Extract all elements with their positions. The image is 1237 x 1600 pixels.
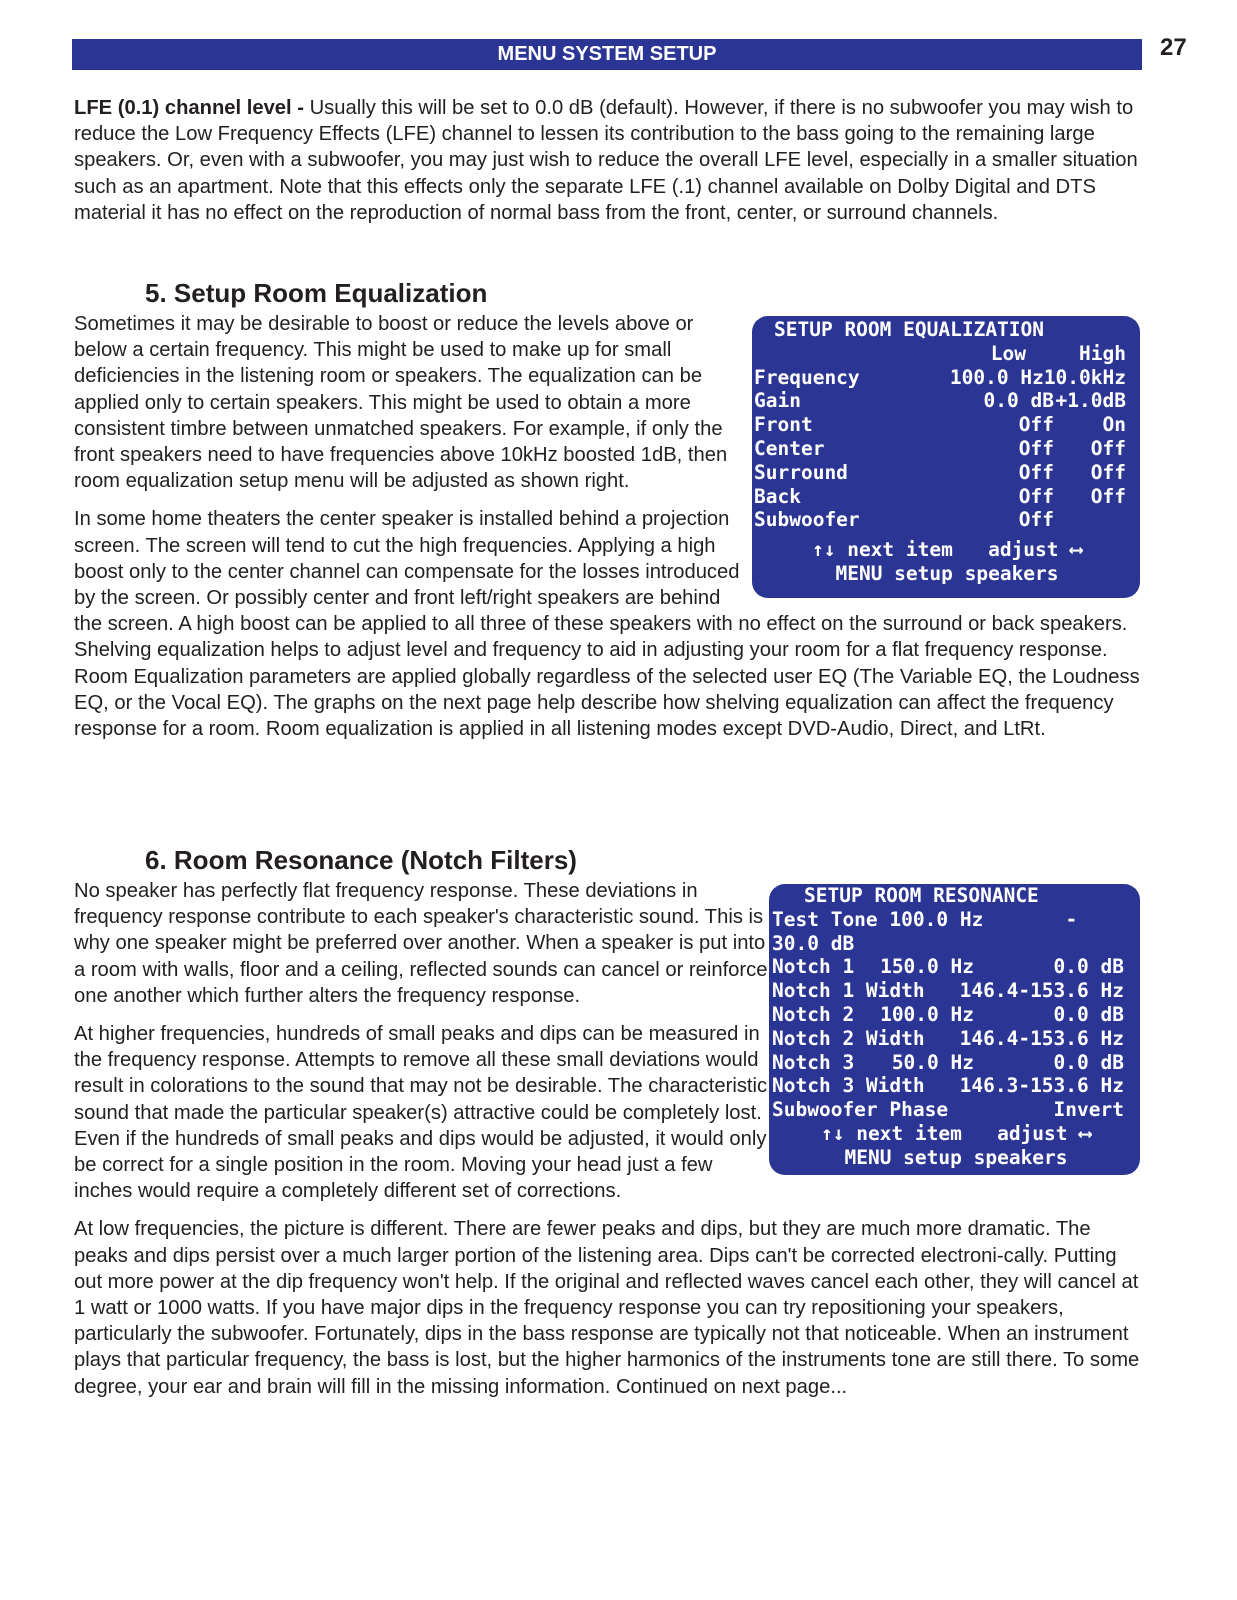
room-resonance-row-value: 50.0 Hz: [891, 1050, 974, 1074]
room-resonance-row-label: Notch 1: [772, 955, 855, 979]
room-eq-row-label: Back: [754, 484, 801, 508]
room-resonance-row-right: 146.4-153.6 Hz: [959, 1026, 1124, 1050]
room-eq-row-label: Center: [754, 436, 825, 460]
section6-para2: At higher frequencies, hundreds of small peaks and dips can be measured in the frequency response. Attempts to remove all these small deviations would result in colorations to the sound that may not be desirable. The characteristic sound that made the particular speaker(s) attractive could be completely lost. Even if the hundreds of small peaks and dips would be adjusted, it would only be correct for a single position in the room. Moving your head just a few inches would require a completely different set of corrections.: [74, 1023, 768, 1203]
room-eq-osd-title: SETUP ROOM EQUALIZATION: [774, 318, 1045, 341]
room-eq-row-label: Frequency: [754, 365, 860, 389]
section-header-title: MENU SYSTEM SETUP: [497, 43, 717, 65]
room-resonance-test-tone: Test Tone 100.0 Hz -: [772, 907, 1078, 931]
section6-para3: At low frequencies, the picture is different. There are fewer peaks and dips, but they are much more dramatic. The peaks and dips persist over a much larger portion of the listening area. Dips can't be corrected electroni-cally. Putting out more power at the dip frequency won't help. If the original and reflected waves cancel each other, they will cancel at 1 watt or 1000 watts. If you have major dips in the frequency response you can try repositioning your speakers, particularly the subwoofer. Fortunately, dips in the bass response are typically not that noticeable. When an instrument plays that particular frequency, the bass is lost, but the higher harmonics of the instruments tone are still there. To some degree, your ear and brain will fill in the missing information. Continued on next page...: [74, 1218, 1140, 1398]
lfe-text: Usually this will be set to 0.0 dB (default). However, if there is no subwoofer you may wish to reduce the Low Frequency Effects (LFE) channel to lessen its contribution to the bass going to the remaining large speakers. Or, even with a subwoofer, you may just wish to reduce the overall LFE level, especially in a smaller situation such as an apartment. Note that this effects only the separate LFE (.1) channel available on Dolby Digital and DTS material it has no effect on the reproduction of normal bass from the front, center, or surround channels.: [74, 97, 1138, 224]
room-resonance-row-value: 100.0 Hz: [880, 1002, 974, 1026]
room-resonance-osd-row: [772, 955, 1140, 979]
room-resonance-row-right: 146.3-153.6 Hz: [959, 1074, 1124, 1098]
room-eq-osd-panel: [752, 316, 1140, 598]
room-eq-row-high: Off: [1090, 484, 1126, 508]
room-resonance-osd-menu: MENU setup speakers: [844, 1145, 1068, 1169]
room-eq-osd-row: [754, 508, 1140, 532]
room-resonance-osd-row: [772, 1098, 1140, 1122]
page-number: 27: [1160, 34, 1187, 61]
room-eq-row-low: Off: [1018, 436, 1054, 460]
room-eq-row-low: Off: [1018, 508, 1054, 532]
room-eq-osd-row: [754, 366, 1140, 390]
room-resonance-row-label: Notch 2: [772, 1002, 855, 1026]
section6-para1: No speaker has perfectly flat frequency response. These deviations in frequency response contribute to each speaker's characteristic sound. This is why one speaker might be preferred over another. When a speaker is put into a room with walls, floor and a ceiling, reflected sounds can cancel or reinforce one another which further alters the frequency response.: [74, 880, 768, 1007]
room-resonance-row-right: 0.0 dB: [1053, 1002, 1124, 1026]
room-eq-col-high: High: [1079, 341, 1126, 365]
room-resonance-row-label: Notch 2 Width: [772, 1026, 925, 1050]
room-resonance-row-label: Notch 3: [772, 1050, 855, 1074]
room-eq-osd-row: [754, 413, 1140, 437]
section5-para2: In some home theaters the center speaker is installed behind a projection screen. The screen will tend to cut the high frequencies. Applying a high boost only to the center channel can compensate for the losses introduced by the screen. Or possibly center and front left/right speakers are behind the screen. A high boost can be applied to all three of these speakers with no effect on the surround or back speakers. Shelving equalization helps to adjust level and frequency to aid in adjusting your room for a flat frequency response. Room Equalization parameters are applied globally regardless of the selected user EQ (The Variable EQ, the Loudness EQ, or the Vocal EQ). The graphs on the next page help describe how shelving equalization can affect the frequency response for a room. Room equalization is applied in all listening modes except DVD-Audio, Direct, and LtRt.: [74, 508, 1140, 741]
room-resonance-row-right: 0.0 dB: [1053, 955, 1124, 979]
room-resonance-osd-row: [772, 1051, 1140, 1075]
room-eq-row-label: Gain: [754, 389, 801, 413]
section5-heading: 5. Setup Room Equalization: [145, 278, 488, 308]
room-eq-osd-row: [754, 461, 1140, 485]
section-header-bar: [72, 39, 1142, 70]
room-resonance-row-value: 150.0 Hz: [880, 955, 974, 979]
room-resonance-osd-nav: ↑↓ next item adjust ⟷: [820, 1121, 1092, 1145]
room-resonance-row-label: Notch 1 Width: [772, 979, 925, 1003]
room-resonance-row-right: 146.4-153.6 Hz: [959, 979, 1124, 1003]
room-resonance-osd-title: SETUP ROOM RESONANCE: [804, 884, 1039, 907]
room-eq-row-high: On: [1102, 413, 1126, 437]
room-resonance-osd-row: [772, 1003, 1140, 1027]
room-eq-osd-row: [754, 485, 1140, 509]
room-resonance-osd-row: [772, 1074, 1140, 1098]
room-eq-row-label: Surround: [754, 460, 848, 484]
room-resonance-row-label: Notch 3 Width: [772, 1074, 925, 1098]
section5-para1: Sometimes it may be desirable to boost or reduce the levels above or below a certain frequency. This might be used to make up for small deficiencies in the listening room or speakers. The equalization can be applied only to certain speakers. This might be used to obtain a more consistent timbre between unmatched speakers. For example, if only the front speakers need to have frequencies above 10kHz boosted 1dB, then room equalization setup menu will be adjusted as shown right.: [74, 313, 728, 493]
room-eq-osd-menu: MENU setup speakers: [835, 561, 1059, 585]
room-eq-row-low: 0.0 dB: [983, 389, 1054, 413]
room-resonance-osd-row: [772, 1027, 1140, 1051]
room-resonance-osd-panel: [769, 884, 1140, 1175]
room-resonance-row-right: Invert: [1053, 1098, 1124, 1122]
room-resonance-test-tone-level: 30.0 dB: [772, 931, 855, 955]
room-eq-osd-colheaders: [754, 342, 1140, 366]
room-eq-row-high: +1.0dB: [1055, 389, 1126, 413]
room-eq-row-high: 10.0kHz: [1043, 365, 1126, 389]
room-resonance-row-right: 0.0 dB: [1053, 1050, 1124, 1074]
lfe-lead: LFE (0.1) channel level -: [74, 97, 304, 119]
room-eq-osd-row: [754, 389, 1140, 413]
section6-heading: 6. Room Resonance (Notch Filters): [145, 845, 577, 875]
room-eq-col-low: Low: [990, 341, 1026, 365]
room-eq-row-label: Subwoofer: [754, 508, 860, 532]
room-eq-row-low: Off: [1018, 484, 1054, 508]
room-eq-osd-nav: ↑↓ next item adjust ⟷: [811, 538, 1083, 562]
room-resonance-row-label: Subwoofer Phase: [772, 1098, 949, 1122]
room-resonance-osd-row: [772, 979, 1140, 1003]
lfe-paragraph: [74, 95, 1140, 226]
room-eq-row-low: 100.0 Hz: [949, 365, 1044, 389]
room-eq-row-low: Off: [1018, 460, 1054, 484]
room-eq-row-high: Off: [1090, 460, 1126, 484]
room-eq-row-high: Off: [1090, 436, 1126, 460]
room-eq-row-low: Off: [1018, 413, 1054, 437]
room-eq-row-label: Front: [754, 413, 813, 437]
room-eq-osd-row: [754, 437, 1140, 461]
room-eq-row-high: [1054, 508, 1140, 532]
